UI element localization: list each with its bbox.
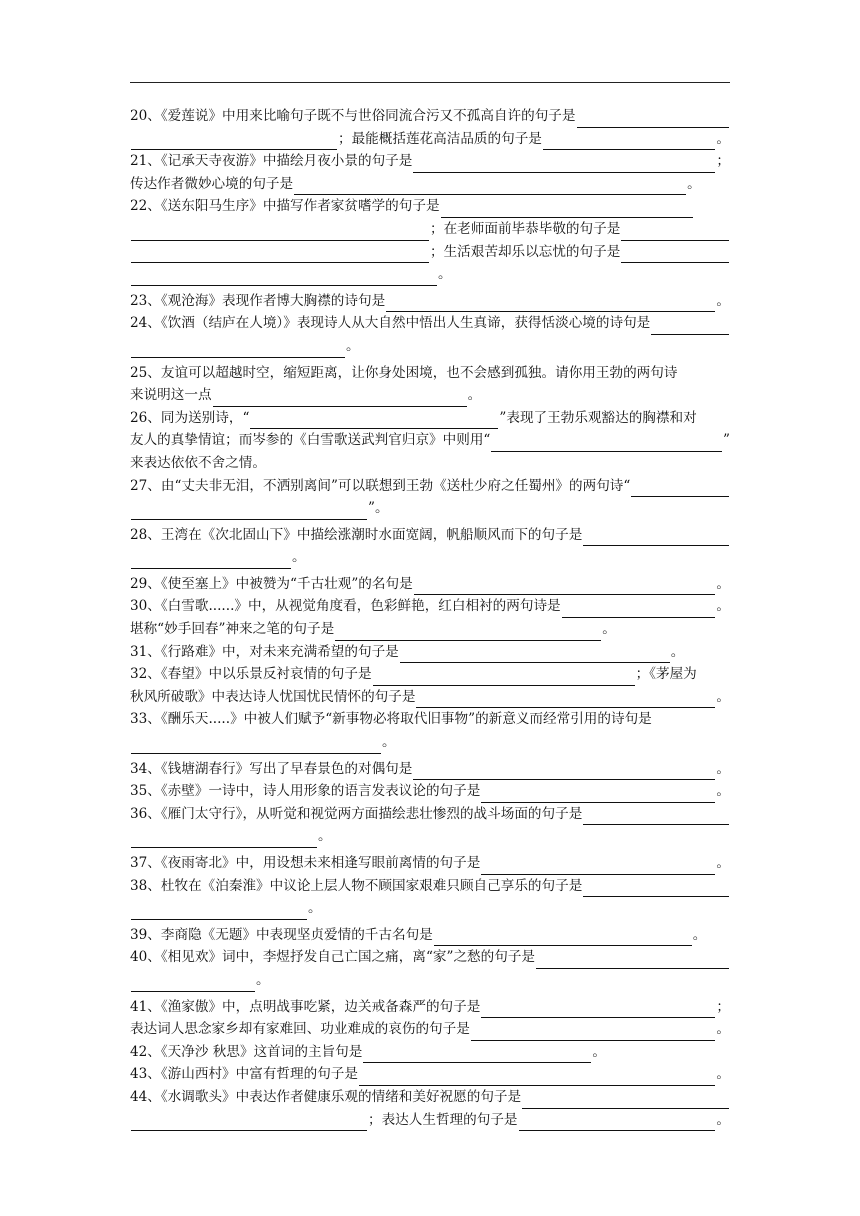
answer-blank[interactable]	[250, 411, 498, 429]
line-text: 38、杜牧在《泊秦淮》中议论上层人物不顾国家艰难只顾自己享乐的句子是	[130, 877, 583, 894]
line-text: 堪称“妙手回春”神来之笔的句子是	[130, 621, 335, 638]
answer-blank[interactable]	[441, 200, 693, 218]
text-line	[130, 173, 730, 196]
line-text: 。	[692, 926, 707, 943]
answer-blank[interactable]	[416, 690, 715, 708]
text-line	[130, 1063, 730, 1086]
text-line	[130, 758, 730, 781]
answer-blank[interactable]	[651, 317, 729, 335]
answer-blank[interactable]	[631, 479, 729, 497]
line-text: 34、《钱塘湖春行》写出了早春景色的对偶句是	[130, 760, 413, 777]
line-text: ”。	[368, 500, 389, 517]
line-text: 。	[318, 828, 332, 845]
answer-blank[interactable]	[562, 600, 716, 618]
text-line	[130, 475, 730, 498]
text-line	[130, 1086, 730, 1109]
line-text: 29、《使至塞上》中被赞为“千古壮观”的名句是	[130, 575, 413, 592]
text-line	[130, 946, 730, 969]
line-text: 传达作者微妙心境的句子是	[130, 175, 294, 192]
text-line	[130, 618, 730, 641]
text-line	[130, 452, 730, 475]
text-line	[130, 290, 730, 313]
text-line	[130, 263, 730, 286]
line-text: 。	[716, 855, 730, 871]
answer-blank[interactable]	[131, 340, 345, 358]
text-line	[130, 524, 730, 547]
text-line	[130, 546, 730, 569]
text-line	[130, 663, 730, 686]
line-text: 32、《春望》中以乐景反衬哀情的句子是	[130, 666, 372, 683]
line-text: ”	[723, 432, 730, 449]
text-line	[130, 218, 730, 241]
line-text: 30、《白雪歌......》中，从视觉角度看，色彩鲜艳，红白相衬的两句诗是	[130, 598, 561, 615]
line-text: 36、《雁门太守行》，从听觉和视觉两方面描绘悲壮惨烈的战斗场面的句子是	[130, 805, 583, 822]
text-line	[130, 875, 730, 898]
line-text: 秋风所破歌》中表达诗人忧国忧民情怀的句子是	[130, 688, 416, 705]
text-line	[130, 803, 730, 826]
line-text: 。	[716, 1111, 730, 1128]
line-text: 。	[382, 734, 396, 751]
answer-blank[interactable]	[583, 528, 729, 546]
line-text: ；生活艰苦却乐以忘忧的句子是	[430, 243, 621, 260]
text-line	[130, 128, 730, 151]
answer-blank[interactable]	[363, 1045, 591, 1063]
answer-blank[interactable]	[131, 268, 437, 286]
text-line	[130, 969, 730, 992]
line-text: 。	[467, 387, 482, 404]
line-text: 31、《行路难》中，对未来充满希望的句子是	[130, 643, 399, 660]
answer-blank[interactable]	[131, 1113, 367, 1131]
answer-blank[interactable]	[519, 1113, 716, 1131]
text-line	[130, 1041, 730, 1064]
line-text: 24、《饮酒（结庐在人境）》表现诗人从大自然中悟出人生真谛，获得恬淡心境的诗句是	[130, 315, 651, 332]
text-line	[130, 852, 730, 875]
answer-blank[interactable]	[400, 645, 670, 663]
answer-blank[interactable]	[583, 879, 729, 897]
line-text: ；在老师面前毕恭毕敬的句子是	[430, 220, 621, 237]
answer-blank[interactable]	[131, 502, 367, 520]
text-line	[130, 335, 730, 358]
text-line	[130, 595, 730, 618]
line-text: 。	[716, 688, 730, 705]
answer-blank[interactable]	[413, 762, 715, 780]
line-text: 。	[346, 337, 360, 354]
answer-blank[interactable]	[131, 736, 381, 754]
answer-blank[interactable]	[131, 551, 291, 569]
answer-blank[interactable]	[213, 389, 467, 407]
line-text: 43、《游山西村》中富有哲理的句子是	[130, 1066, 358, 1083]
line-text: ；最能概括莲花高洁品质的句子是	[338, 130, 542, 147]
text-line	[130, 924, 730, 947]
answer-blank[interactable]	[536, 951, 729, 969]
text-line	[130, 780, 730, 803]
header-rule	[130, 82, 730, 83]
answer-blank[interactable]	[481, 1000, 715, 1018]
line-text: 28、王湾在《次北固山下》中描绘涨潮时水面宽阔，帆船顺风而下的句子是	[130, 526, 583, 543]
answer-blank[interactable]	[131, 132, 337, 150]
line-text: 表达词人思念家乡却有家难回、功业难成的哀伤的句子是	[130, 1021, 470, 1038]
line-text: 33、《酬乐天.....》中被人们赋予“新事物必将取代旧事物”的新意义而经常引用的诗句是	[130, 711, 652, 728]
text-line	[130, 150, 730, 173]
line-text: 。	[716, 1066, 730, 1083]
answer-blank[interactable]	[414, 577, 716, 595]
line-text: 。	[716, 598, 730, 615]
answer-blank[interactable]	[131, 223, 429, 241]
text-line	[130, 362, 730, 385]
line-text: ”表现了王勃乐观豁达的胸襟和对	[499, 409, 697, 426]
line-text: 。	[716, 760, 730, 777]
answer-blank[interactable]	[131, 830, 317, 848]
line-text: 26、同为送别诗，“	[130, 409, 250, 426]
answer-blank[interactable]	[413, 155, 715, 173]
answer-blank[interactable]	[583, 807, 729, 825]
answer-blank[interactable]	[481, 785, 715, 803]
text-line	[130, 497, 730, 520]
line-text: 。	[687, 175, 701, 192]
text-line	[130, 105, 730, 128]
text-line	[130, 641, 730, 664]
answer-blank[interactable]	[621, 245, 729, 263]
text-line	[130, 1109, 730, 1132]
question-list	[130, 105, 730, 1131]
answer-blank[interactable]	[359, 1068, 715, 1086]
line-text: 37、《夜雨寄北》中，用设想未来相逢写眼前离情的句子是	[130, 855, 481, 871]
answer-blank[interactable]	[491, 434, 722, 452]
text-line	[130, 384, 730, 407]
line-text: 35、《赤壁》一诗中，诗人用形象的语言发表议论的句子是	[130, 783, 481, 800]
line-text: 。	[716, 783, 730, 800]
answer-blank[interactable]	[543, 132, 716, 150]
answer-blank[interactable]	[471, 1023, 716, 1041]
line-text: 20、《爱莲说》中用来比喻句子既不与世俗同流合污又不孤高自许的句子是	[130, 108, 576, 124]
line-text: 。	[256, 971, 270, 988]
line-text: ；	[716, 153, 730, 170]
answer-blank[interactable]	[131, 974, 255, 992]
line-text: 25、友谊可以超越时空，缩短距离，让你身处困境，也不会感到孤独。请你用王勃的两句诗	[130, 364, 678, 381]
line-text: ；	[716, 998, 730, 1015]
line-text: 。	[716, 575, 730, 592]
line-text: 23、《观沧海》表现作者博大胸襟的诗句是	[130, 292, 386, 309]
line-text: 42、《天净沙 秋思》这首词的主旨句是	[130, 1043, 363, 1060]
text-line	[130, 195, 730, 218]
text-line	[130, 708, 730, 731]
text-line	[130, 825, 730, 848]
text-line	[130, 407, 730, 430]
text-line	[130, 686, 730, 709]
text-line	[130, 429, 730, 452]
line-text: 。	[716, 130, 730, 147]
line-text: 。	[438, 266, 452, 283]
line-text: 41、《渔家傲》中，点明战事吃紧，边关戒备森严的句子是	[130, 998, 481, 1015]
answer-blank[interactable]	[434, 928, 692, 946]
answer-blank[interactable]	[386, 294, 715, 312]
answer-blank[interactable]	[335, 623, 601, 641]
line-text: 27、由“丈夫非无泪，不洒别离间”可以联想到王勃《送杜少府之任蜀州》的两句诗“	[130, 477, 631, 494]
line-text: 来表达依依不舍之情。	[130, 454, 266, 471]
line-text: 21、《记承天寺夜游》中描绘月夜小景的句子是	[130, 153, 413, 170]
line-text: 。	[716, 292, 730, 309]
line-text: 。	[292, 549, 306, 566]
answer-blank[interactable]	[131, 902, 307, 920]
text-line	[130, 996, 730, 1019]
line-text: 来说明这一点	[130, 387, 212, 404]
line-text: 。	[592, 1043, 606, 1060]
line-text: 39、李商隐《无题》中表现坚贞爱情的千古名句是	[130, 926, 433, 943]
line-text: 友人的真挚情谊；而岑参的《白雪歌送武判官归京》中则用“	[130, 432, 491, 449]
answer-blank[interactable]	[522, 1091, 729, 1109]
answer-blank[interactable]	[294, 177, 686, 195]
text-line	[130, 731, 730, 754]
line-text: 。	[308, 900, 322, 917]
text-line	[130, 312, 730, 335]
answer-blank[interactable]	[131, 245, 429, 263]
line-text: 44、《水调歌头》中表达作者健康乐观的情绪和美好祝愿的句子是	[130, 1088, 522, 1105]
line-text: 40、《相见欢》词中，李煜抒发自己亡国之痛，离“家”之愁的句子是	[130, 949, 536, 966]
line-text: 。	[716, 1021, 730, 1038]
answer-blank[interactable]	[373, 668, 635, 686]
answer-blank[interactable]	[621, 223, 729, 241]
line-text: ；表达人生哲理的句子是	[368, 1111, 518, 1128]
text-line	[130, 573, 730, 596]
text-line	[130, 897, 730, 920]
answer-blank[interactable]	[481, 857, 715, 875]
line-text: 。	[602, 621, 616, 638]
text-line	[130, 1018, 730, 1041]
line-text: 22、《送东阳马生序》中描写作者家贫嗜学的句子是	[130, 198, 440, 215]
answer-blank[interactable]	[577, 110, 730, 128]
text-line	[130, 241, 730, 264]
line-text: ；《茅屋为	[635, 666, 697, 683]
line-text: 。	[670, 643, 685, 660]
